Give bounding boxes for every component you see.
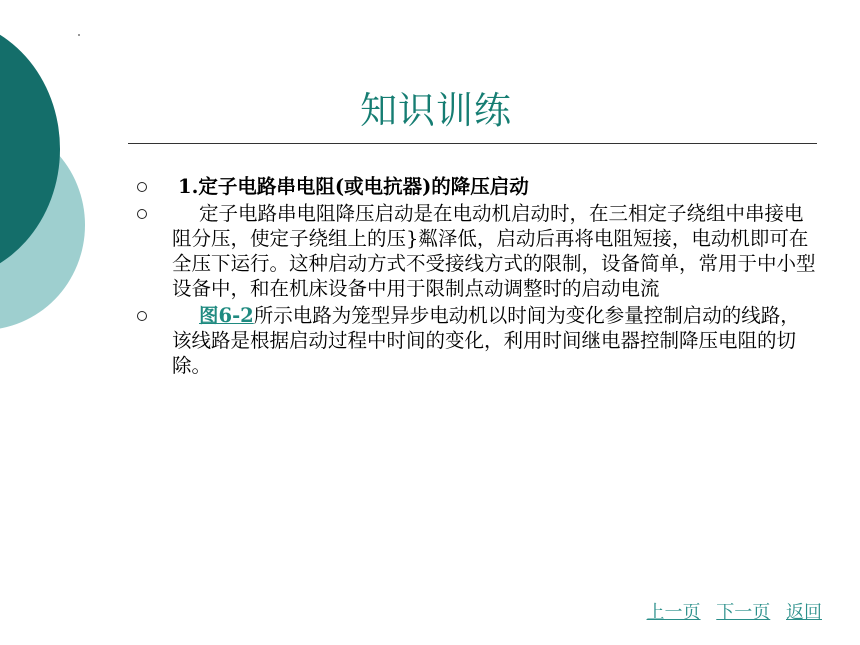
title-divider: [128, 143, 817, 144]
bullet-icon: [137, 182, 147, 192]
bullet-list: [136, 174, 816, 380]
figure-link[interactable]: 图6-2: [199, 304, 254, 327]
back-link[interactable]: 返回: [786, 602, 822, 623]
next-page-link[interactable]: 下一页: [716, 602, 771, 623]
bullet-item-description: [136, 201, 816, 301]
bullet-icon: [137, 311, 147, 321]
decorative-dot: [78, 34, 80, 36]
slide-title: 知识训练: [360, 89, 512, 132]
prev-page-link[interactable]: 上一页: [646, 602, 701, 623]
slide-navigation: [637, 598, 822, 624]
bullet-text: 定子电路串电阻降压启动是在电动机启动时，在三相定子绕组中串接电阻分压，使定子绕组上的压}粼泽低，启动后再将电阻短接，电动机即可在全压下运行。这种启动方式不受接线方式的限制，设备简单，常用于中小型设备中，和在机床设备中用于限制点动调整时的启动电流: [172, 202, 816, 300]
bullet-item-heading: [136, 174, 816, 199]
bullet-text: 所示电路为笼型异步电动机以时间为变化参量控制启动的线路，该线路是根据启动过程中时间的变化，利用时间继电器控制降压电阻的切除。: [172, 304, 800, 377]
bullet-text: 1.定子电路串电阻(或电抗器)的降压启动: [178, 175, 529, 198]
bullet-icon: [137, 209, 147, 219]
bullet-item-figure-ref: [136, 303, 816, 378]
